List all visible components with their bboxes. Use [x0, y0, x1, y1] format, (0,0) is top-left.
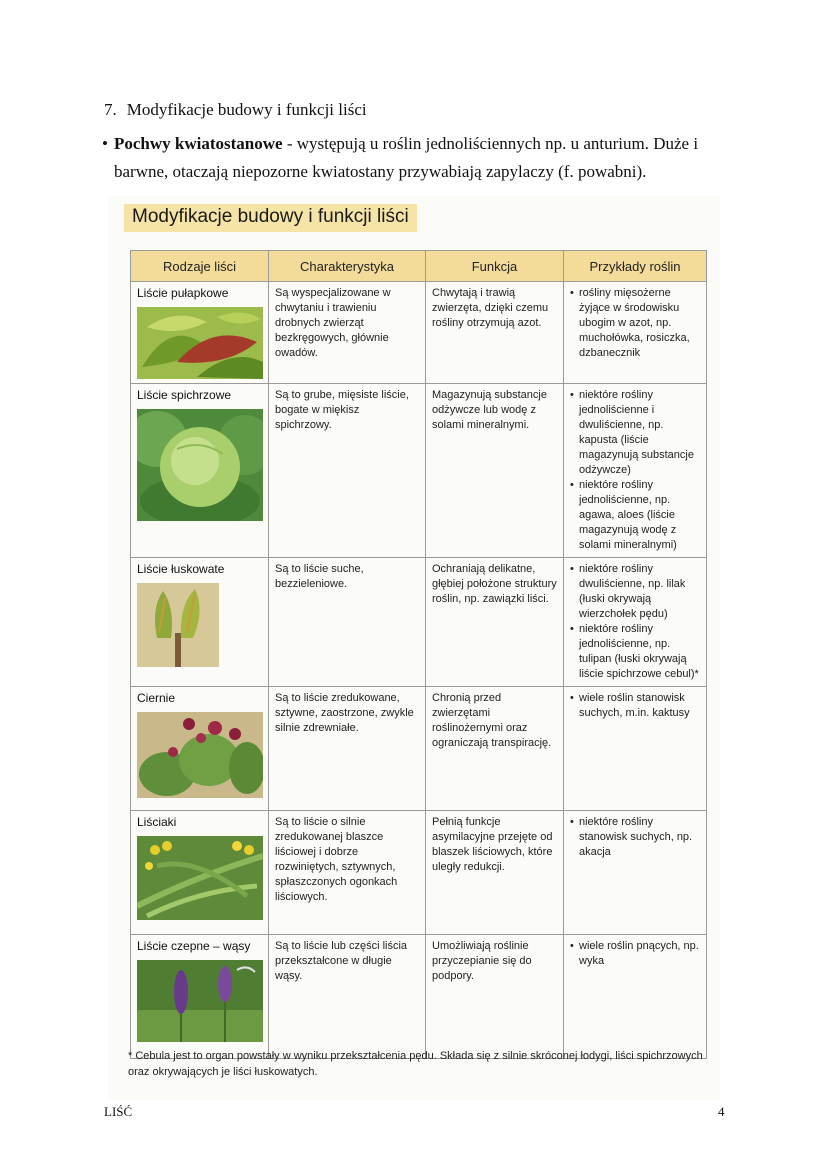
bullet-paragraph — [104, 130, 744, 186]
example-item: • wiele roślin stanowisk suchych, m.in. kaktusy — [570, 691, 700, 721]
table-title: Modyfikacje budowy i funkcji liści — [124, 204, 417, 232]
example-item: • wiele roślin pnących, np. wyka — [570, 939, 700, 969]
examples-cell — [564, 558, 707, 687]
characteristic-cell: Są to liście zredukowane, sztywne, zaostrzone, zwykle silnie zdrewniałe. — [269, 687, 426, 811]
textbook-scan — [108, 196, 720, 1100]
column-header: Funkcja — [426, 251, 564, 282]
characteristic-cell: Są to grube, mięsiste liście, bogate w miękisz spichrzowy. — [269, 384, 426, 558]
venus-flytrap-photo — [137, 307, 263, 379]
example-item: • rośliny mięsożerne żyjące w środowisku ubogim w azot, np. muchołówka, rosiczka, dzbanecznik — [570, 286, 700, 361]
function-cell: Pełnią funkcje asymilacyjne przejęte od blaszek liściowych, które uległy redukcji. — [426, 811, 564, 935]
examples-cell — [564, 811, 707, 935]
leaf-type-name: Liście spichrzowe — [137, 388, 232, 402]
leaf-modifications-table — [130, 250, 707, 1059]
table-row — [131, 384, 707, 558]
function-cell: Umożliwiają roślinie przyczepianie się do podpory. — [426, 935, 564, 1059]
characteristic-cell: Są to liście lub części liścia przekształcone w długie wąsy. — [269, 935, 426, 1059]
section-title: Modyfikacje budowy i funkcji liści — [126, 100, 367, 119]
column-header: Przykłady roślin — [564, 251, 707, 282]
characteristic-cell: Są to liście o silnie zredukowanej blaszce liściowej i dobrze rozwiniętych, sztywnych, spłaszczonych ogonkach liściowych. — [269, 811, 426, 935]
leaf-type-name: Liściaki — [137, 815, 177, 829]
acacia-photo — [137, 836, 263, 920]
example-item: • niektóre rośliny jednoliścienne, np. tulipan (łuski okrywają liście spichrzowe cebul)* — [570, 622, 700, 682]
characteristic-cell: Są wyspecjalizowane w chwytaniu i trawieniu drobnych zwierząt bezkręgowych, głównie owadów. — [269, 282, 426, 384]
footer-chapter: LIŚĆ — [104, 1104, 133, 1119]
leaf-type-name: Liście pułapkowe — [137, 286, 229, 300]
table-row — [131, 558, 707, 687]
cactus-photo — [137, 712, 263, 798]
table-row — [131, 282, 707, 384]
column-header: Charakterystyka — [269, 251, 426, 282]
example-item: • niektóre rośliny jednoliścienne i dwuliścienne, np. kapusta (liście magazynują substancje odżywcze) — [570, 388, 700, 478]
examples-cell — [564, 282, 707, 384]
lilac-bud-photo — [137, 583, 219, 667]
example-item: • niektóre rośliny stanowisk suchych, np. akacja — [570, 815, 700, 860]
bullet-term: Pochwy kwiatostanowe — [114, 134, 283, 153]
bullet-marker: • — [102, 134, 108, 153]
leaf-type-cell — [131, 811, 269, 935]
leaf-type-cell — [131, 282, 269, 384]
table-header-row — [131, 251, 707, 282]
leaf-type-cell — [131, 384, 269, 558]
bullet-text: - występują u roślin jednoliściennych np. u anturium. Duże i barwne, otaczają niepozorne kwiatostany przywabiają zapylaczy (f. powabni). — [114, 134, 699, 181]
section-heading — [104, 100, 367, 120]
section-number: 7. — [104, 100, 117, 119]
examples-cell — [564, 384, 707, 558]
characteristic-cell: Są to liście suche, bezzieleniowe. — [269, 558, 426, 687]
leaf-type-cell — [131, 558, 269, 687]
leaf-type-name: Liście czepne – wąsy — [137, 939, 251, 953]
vetch-photo — [137, 960, 263, 1042]
page-number: 4 — [718, 1104, 725, 1119]
function-cell: Ochraniają delikatne, głębiej położone struktury roślin, np. zawiązki liści. — [426, 558, 564, 687]
table-row — [131, 811, 707, 935]
table-row — [131, 935, 707, 1059]
example-item: • niektóre rośliny dwuliścienne, np. lilak (łuski okrywają wierzchołek pędu) — [570, 562, 700, 622]
table-row — [131, 687, 707, 811]
function-cell: Chronią przed zwierzętami roślinożernymi oraz ograniczają transpirację. — [426, 687, 564, 811]
function-cell: Magazynują substancje odżywcze lub wodę z solami mineralnymi. — [426, 384, 564, 558]
leaf-type-cell — [131, 687, 269, 811]
examples-cell — [564, 687, 707, 811]
column-header: Rodzaje liści — [131, 251, 269, 282]
example-item: • niektóre rośliny jednoliścienne, np. agawa, aloes (liście magazynują wodę z solami mineralnymi) — [570, 478, 700, 553]
table-footnote: * Cebula jest to organ powstały w wyniku przekształcenia pędu. Składa się z silnie skróconej łodygi, liści spichrzowych oraz okrywających je liści łuskowatych. — [128, 1050, 703, 1078]
leaf-type-name: Liście łuskowate — [137, 562, 225, 576]
examples-cell — [564, 935, 707, 1059]
leaf-type-name: Ciernie — [137, 691, 176, 705]
cabbage-photo — [137, 409, 263, 521]
leaf-type-cell — [131, 935, 269, 1059]
function-cell: Chwytają i trawią zwierzęta, dzięki czemu rośliny otrzymują azot. — [426, 282, 564, 384]
